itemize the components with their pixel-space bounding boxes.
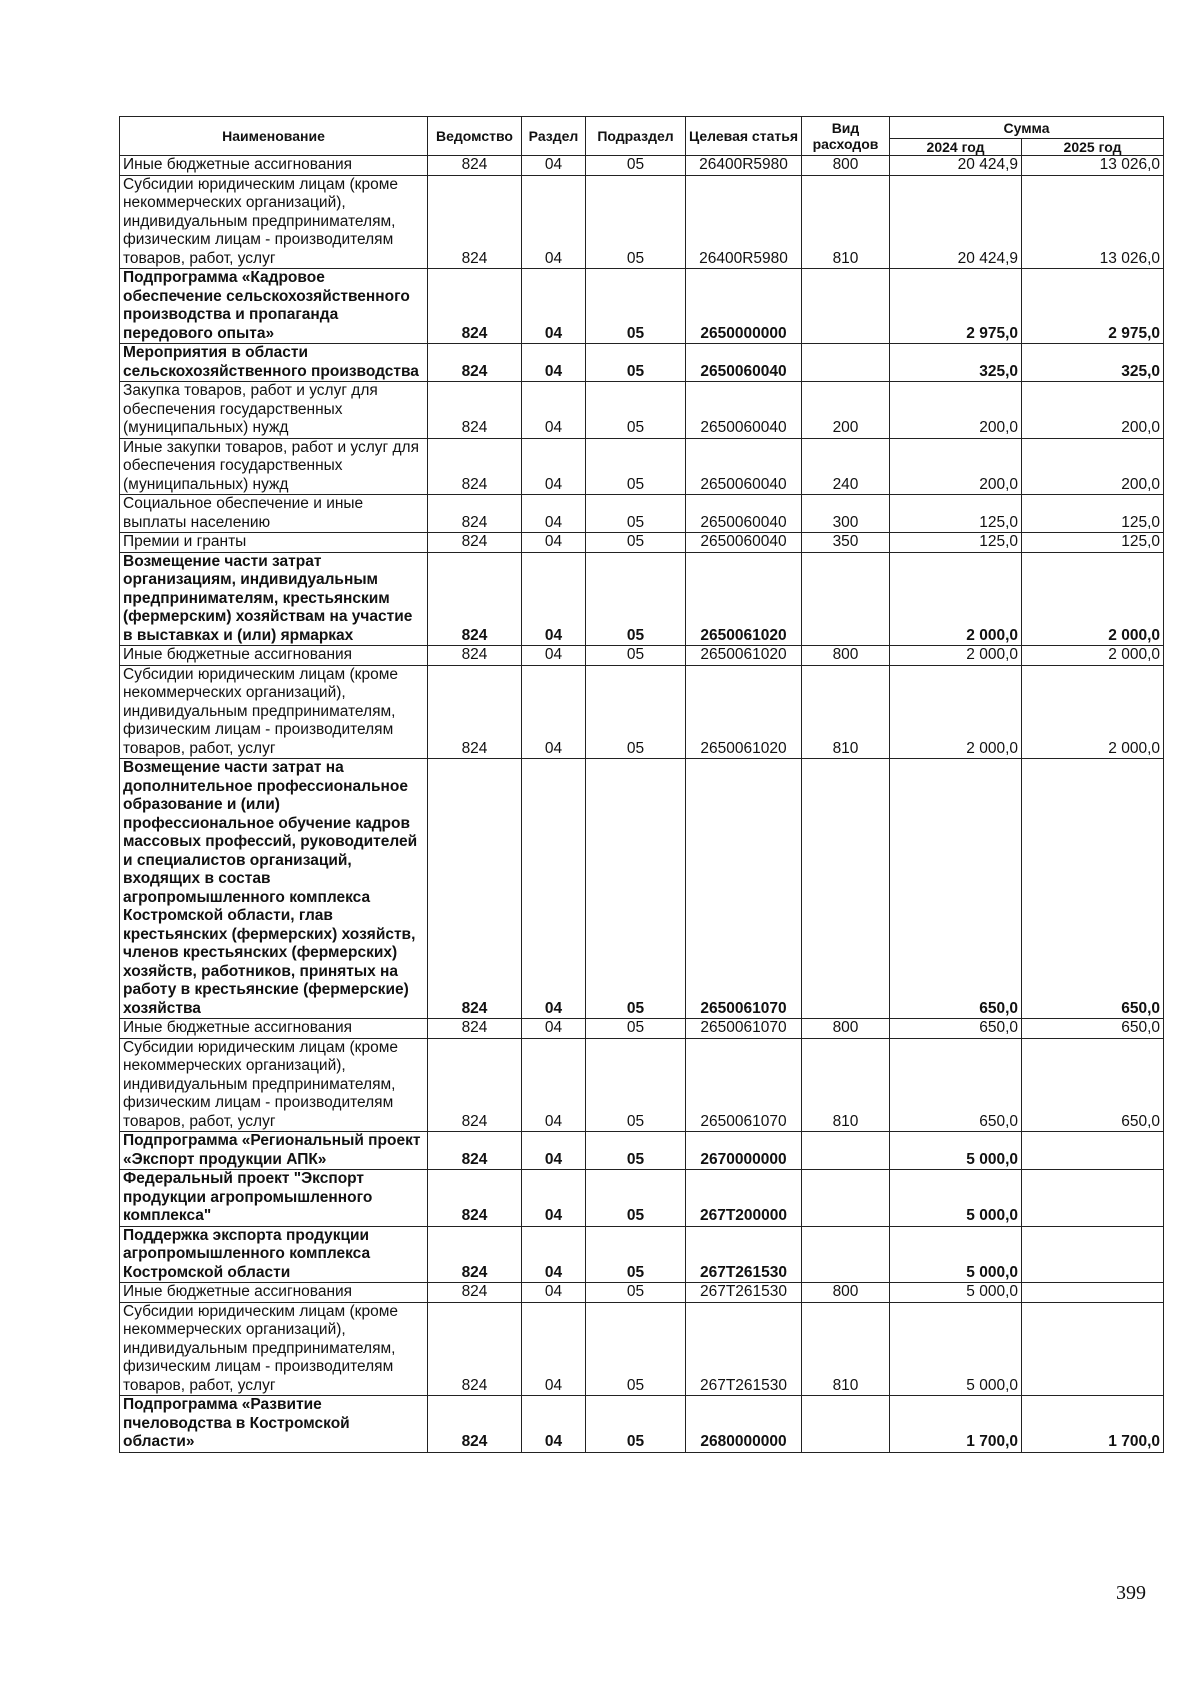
row-sum-2024: 5 000,0 <box>890 1226 1022 1283</box>
row-razdel: 04 <box>522 1132 586 1170</box>
table-row <box>120 1019 1164 1039</box>
row-vid-raskhodov: 810 <box>802 1302 890 1396</box>
row-razdel: 04 <box>522 382 586 439</box>
row-celevaya-statya: 2680000000 <box>686 1396 802 1453</box>
row-sum-2025: 200,0 <box>1022 438 1164 495</box>
row-name: Иные бюджетные ассигнования <box>120 1283 428 1303</box>
table-row <box>120 495 1164 533</box>
row-razdel: 04 <box>522 1170 586 1227</box>
row-vid-raskhodov: 240 <box>802 438 890 495</box>
row-sum-2025: 1 700,0 <box>1022 1396 1164 1453</box>
row-podrazdel: 05 <box>586 1283 686 1303</box>
table-row <box>120 1302 1164 1396</box>
row-name: Федеральный проект "Экспорт продукции агропромышленного комплекса" <box>120 1170 428 1227</box>
row-vedomstvo: 824 <box>428 175 522 269</box>
row-razdel: 04 <box>522 1396 586 1453</box>
row-sum-2025 <box>1022 1302 1164 1396</box>
row-celevaya-statya: 2650060040 <box>686 382 802 439</box>
row-sum-2024: 650,0 <box>890 1019 1022 1039</box>
row-sum-2024: 1 700,0 <box>890 1396 1022 1453</box>
row-name: Иные бюджетные ассигнования <box>120 646 428 666</box>
row-razdel: 04 <box>522 1019 586 1039</box>
row-celevaya-statya: 2650060040 <box>686 344 802 382</box>
row-podrazdel: 05 <box>586 1170 686 1227</box>
row-podrazdel: 05 <box>586 438 686 495</box>
row-vedomstvo: 824 <box>428 156 522 176</box>
row-razdel: 04 <box>522 156 586 176</box>
row-sum-2025 <box>1022 1170 1164 1227</box>
row-podrazdel: 05 <box>586 495 686 533</box>
table-row <box>120 269 1164 344</box>
row-name: Социальное обеспечение и иные выплаты населению <box>120 495 428 533</box>
header-name: Наименование <box>120 117 428 156</box>
row-name: Иные бюджетные ассигнования <box>120 156 428 176</box>
row-sum-2025: 13 026,0 <box>1022 175 1164 269</box>
row-vid-raskhodov: 800 <box>802 646 890 666</box>
row-podrazdel: 05 <box>586 269 686 344</box>
table-row <box>120 175 1164 269</box>
row-sum-2025: 650,0 <box>1022 759 1164 1019</box>
row-vid-raskhodov <box>802 759 890 1019</box>
row-vedomstvo: 824 <box>428 533 522 553</box>
row-podrazdel: 05 <box>586 1038 686 1132</box>
row-celevaya-statya: 267Т200000 <box>686 1170 802 1227</box>
row-celevaya-statya: 267Т261530 <box>686 1283 802 1303</box>
row-podrazdel: 05 <box>586 646 686 666</box>
table-header <box>120 117 1164 156</box>
row-vid-raskhodov: 800 <box>802 156 890 176</box>
header-vedomstvo: Ведомство <box>428 117 522 156</box>
row-sum-2024: 2 000,0 <box>890 646 1022 666</box>
row-name: Подпрограмма «Кадровое обеспечение сельскохозяйственного производства и пропаганда передового опыта» <box>120 269 428 344</box>
row-razdel: 04 <box>522 1302 586 1396</box>
row-name: Иные бюджетные ассигнования <box>120 1019 428 1039</box>
row-sum-2025: 2 000,0 <box>1022 646 1164 666</box>
row-vedomstvo: 824 <box>428 665 522 759</box>
row-razdel: 04 <box>522 665 586 759</box>
row-vedomstvo: 824 <box>428 269 522 344</box>
header-podrazdel: Подраздел <box>586 117 686 156</box>
row-vid-raskhodov: 800 <box>802 1283 890 1303</box>
table-row <box>120 382 1164 439</box>
row-sum-2025: 125,0 <box>1022 533 1164 553</box>
row-vedomstvo: 824 <box>428 646 522 666</box>
header-vid-raskhodov: Вид расходов <box>802 117 890 156</box>
row-sum-2024: 20 424,9 <box>890 175 1022 269</box>
row-vid-raskhodov: 350 <box>802 533 890 553</box>
row-razdel: 04 <box>522 552 586 646</box>
row-sum-2025: 125,0 <box>1022 495 1164 533</box>
row-name: Субсидии юридическим лицам (кроме некоммерческих организаций), индивидуальным предпринимателям, физическим лицам - производителям товаров, работ, услуг <box>120 1302 428 1396</box>
row-podrazdel: 05 <box>586 382 686 439</box>
row-sum-2025: 2 000,0 <box>1022 552 1164 646</box>
row-podrazdel: 05 <box>586 1302 686 1396</box>
row-podrazdel: 05 <box>586 175 686 269</box>
row-sum-2025: 13 026,0 <box>1022 156 1164 176</box>
row-vid-raskhodov <box>802 269 890 344</box>
row-sum-2025 <box>1022 1132 1164 1170</box>
row-razdel: 04 <box>522 1038 586 1132</box>
row-sum-2025: 650,0 <box>1022 1019 1164 1039</box>
row-podrazdel: 05 <box>586 533 686 553</box>
row-sum-2024: 2 000,0 <box>890 552 1022 646</box>
row-podrazdel: 05 <box>586 1132 686 1170</box>
row-vid-raskhodov: 810 <box>802 1038 890 1132</box>
row-vid-raskhodov <box>802 1226 890 1283</box>
row-name: Субсидии юридическим лицам (кроме некоммерческих организаций), индивидуальным предпринимателям, физическим лицам - производителям товаров, работ, услуг <box>120 1038 428 1132</box>
row-sum-2024: 125,0 <box>890 495 1022 533</box>
row-celevaya-statya: 267Т261530 <box>686 1226 802 1283</box>
table-row <box>120 1132 1164 1170</box>
row-vedomstvo: 824 <box>428 1302 522 1396</box>
row-sum-2025 <box>1022 1283 1164 1303</box>
row-vedomstvo: 824 <box>428 1132 522 1170</box>
row-podrazdel: 05 <box>586 156 686 176</box>
row-vedomstvo: 824 <box>428 759 522 1019</box>
row-celevaya-statya: 2650060040 <box>686 533 802 553</box>
row-sum-2024: 2 975,0 <box>890 269 1022 344</box>
table-row <box>120 1283 1164 1303</box>
row-name: Субсидии юридическим лицам (кроме некоммерческих организаций), индивидуальным предпринимателям, физическим лицам - производителям товаров, работ, услуг <box>120 175 428 269</box>
row-name: Закупка товаров, работ и услуг для обеспечения государственных (муниципальных) нужд <box>120 382 428 439</box>
row-sum-2024: 200,0 <box>890 438 1022 495</box>
row-celevaya-statya: 2650000000 <box>686 269 802 344</box>
row-razdel: 04 <box>522 438 586 495</box>
row-razdel: 04 <box>522 269 586 344</box>
row-celevaya-statya: 267Т261530 <box>686 1302 802 1396</box>
budget-table <box>119 116 1164 1453</box>
row-sum-2024: 650,0 <box>890 759 1022 1019</box>
page-number: 399 <box>1116 1582 1146 1604</box>
row-vid-raskhodov: 810 <box>802 175 890 269</box>
table-row <box>120 646 1164 666</box>
row-razdel: 04 <box>522 1226 586 1283</box>
row-sum-2025: 2 975,0 <box>1022 269 1164 344</box>
row-vedomstvo: 824 <box>428 1396 522 1453</box>
row-razdel: 04 <box>522 533 586 553</box>
table-row <box>120 1170 1164 1227</box>
row-vid-raskhodov: 810 <box>802 665 890 759</box>
row-name: Возмещение части затрат организациям, индивидуальным предпринимателям, крестьянским (фермерским) хозяйствам на участие в выставках и (или) ярмарках <box>120 552 428 646</box>
row-podrazdel: 05 <box>586 665 686 759</box>
table-row <box>120 344 1164 382</box>
row-razdel: 04 <box>522 495 586 533</box>
row-name: Поддержка экспорта продукции агропромышленного комплекса Костромской области <box>120 1226 428 1283</box>
row-sum-2025: 2 000,0 <box>1022 665 1164 759</box>
row-name: Субсидии юридическим лицам (кроме некоммерческих организаций), индивидуальным предпринимателям, физическим лицам - производителям товаров, работ, услуг <box>120 665 428 759</box>
row-podrazdel: 05 <box>586 1019 686 1039</box>
row-celevaya-statya: 2650060040 <box>686 495 802 533</box>
row-vedomstvo: 824 <box>428 1019 522 1039</box>
row-vid-raskhodov <box>802 1396 890 1453</box>
row-celevaya-statya: 26400R5980 <box>686 156 802 176</box>
row-sum-2024: 325,0 <box>890 344 1022 382</box>
row-podrazdel: 05 <box>586 1396 686 1453</box>
row-podrazdel: 05 <box>586 759 686 1019</box>
table-row <box>120 552 1164 646</box>
row-celevaya-statya: 2650061070 <box>686 1038 802 1132</box>
row-vid-raskhodov <box>802 552 890 646</box>
row-podrazdel: 05 <box>586 1226 686 1283</box>
row-name: Премии и гранты <box>120 533 428 553</box>
row-celevaya-statya: 26400R5980 <box>686 175 802 269</box>
row-name: Подпрограмма «Развитие пчеловодства в Костромской области» <box>120 1396 428 1453</box>
header-summa: Сумма <box>890 117 1164 139</box>
row-vid-raskhodov: 300 <box>802 495 890 533</box>
row-razdel: 04 <box>522 646 586 666</box>
row-celevaya-statya: 2670000000 <box>686 1132 802 1170</box>
row-celevaya-statya: 2650061070 <box>686 759 802 1019</box>
row-sum-2025: 325,0 <box>1022 344 1164 382</box>
header-razdel: Раздел <box>522 117 586 156</box>
row-vedomstvo: 824 <box>428 1170 522 1227</box>
row-celevaya-statya: 2650061020 <box>686 552 802 646</box>
row-vedomstvo: 824 <box>428 495 522 533</box>
row-razdel: 04 <box>522 1283 586 1303</box>
row-sum-2024: 20 424,9 <box>890 156 1022 176</box>
row-vedomstvo: 824 <box>428 344 522 382</box>
header-celevaya-statya: Целевая статья <box>686 117 802 156</box>
row-vid-raskhodov: 200 <box>802 382 890 439</box>
row-razdel: 04 <box>522 175 586 269</box>
row-sum-2024: 2 000,0 <box>890 665 1022 759</box>
row-name: Возмещение части затрат на дополнительное профессиональное образование и (или) профессиональное обучение кадров массовых профессий, руководителей и специалистов организаций, входящих в состав агропромышленного комплекса Костромской области, глав крестьянских (фермерских) хозяйств, членов крестьянских (фермерских) хозяйств, работников, принятых на работу в крестьянские (фермерские) хозяйства <box>120 759 428 1019</box>
row-sum-2024: 650,0 <box>890 1038 1022 1132</box>
row-vid-raskhodov <box>802 1170 890 1227</box>
table-row <box>120 1396 1164 1453</box>
row-sum-2025: 200,0 <box>1022 382 1164 439</box>
row-vid-raskhodov: 800 <box>802 1019 890 1039</box>
row-vedomstvo: 824 <box>428 382 522 439</box>
row-vedomstvo: 824 <box>428 438 522 495</box>
table-row <box>120 156 1164 176</box>
row-sum-2024: 200,0 <box>890 382 1022 439</box>
row-sum-2024: 5 000,0 <box>890 1302 1022 1396</box>
row-vid-raskhodov <box>802 344 890 382</box>
row-celevaya-statya: 2650061020 <box>686 646 802 666</box>
row-sum-2024: 5 000,0 <box>890 1170 1022 1227</box>
header-year-2024: 2024 год <box>890 139 1022 156</box>
row-sum-2025 <box>1022 1226 1164 1283</box>
row-name: Мероприятия в области сельскохозяйственного производства <box>120 344 428 382</box>
row-sum-2024: 125,0 <box>890 533 1022 553</box>
table-body <box>120 156 1164 1453</box>
row-sum-2024: 5 000,0 <box>890 1132 1022 1170</box>
header-year-2025: 2025 год <box>1022 139 1164 156</box>
table-row <box>120 1038 1164 1132</box>
row-celevaya-statya: 2650060040 <box>686 438 802 495</box>
row-vedomstvo: 824 <box>428 1038 522 1132</box>
row-name: Иные закупки товаров, работ и услуг для обеспечения государственных (муниципальных) нужд <box>120 438 428 495</box>
row-podrazdel: 05 <box>586 344 686 382</box>
table-row <box>120 759 1164 1019</box>
row-razdel: 04 <box>522 344 586 382</box>
row-celevaya-statya: 2650061070 <box>686 1019 802 1039</box>
row-vedomstvo: 824 <box>428 1283 522 1303</box>
table-row <box>120 533 1164 553</box>
row-sum-2025: 650,0 <box>1022 1038 1164 1132</box>
table-row <box>120 438 1164 495</box>
row-vid-raskhodov <box>802 1132 890 1170</box>
row-razdel: 04 <box>522 759 586 1019</box>
row-sum-2024: 5 000,0 <box>890 1283 1022 1303</box>
table-row <box>120 665 1164 759</box>
row-celevaya-statya: 2650061020 <box>686 665 802 759</box>
table-row <box>120 1226 1164 1283</box>
row-vedomstvo: 824 <box>428 552 522 646</box>
row-podrazdel: 05 <box>586 552 686 646</box>
row-name: Подпрограмма «Региональный проект «Экспорт продукции АПК» <box>120 1132 428 1170</box>
row-vedomstvo: 824 <box>428 1226 522 1283</box>
